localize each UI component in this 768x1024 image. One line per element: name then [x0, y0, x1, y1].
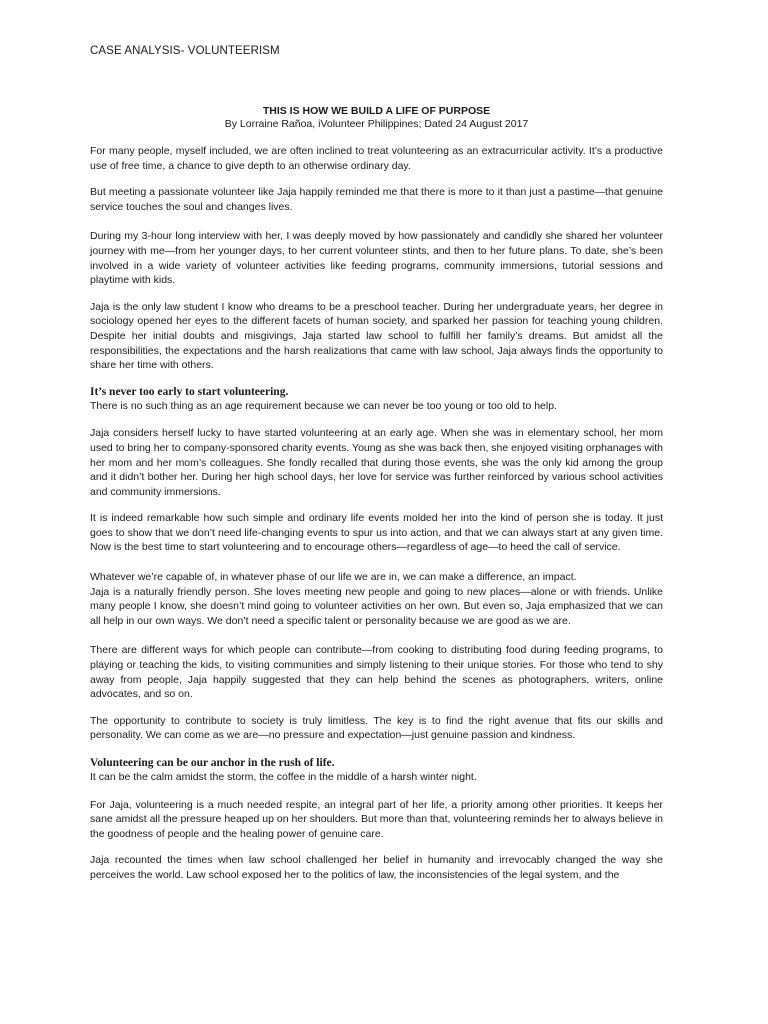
article-byline: By Lorraine Rañoa, iVolunteer Philippines; Dated 24 August 2017	[224, 118, 529, 130]
paragraph: There is no such thing as an age requirement because we can never be too young or too old to help.	[90, 399, 557, 412]
paragraph: Jaja is a naturally friendly person. She loves meeting new people and going to new places—alone or with friends. Unlike many people I know, she doesn’t mind going to volunteer activities on her own. But even so, Jaja emphasized that we can all help in our own ways. We don’t need a specific talent or personality because we are good as we are.	[90, 585, 663, 627]
document-page	[90, 44, 663, 895]
section-heading: It’s never too early to start volunteering.	[90, 385, 289, 398]
paragraph: Whatever we’re capable of, in whatever phase of our life we are in, we can make a difference, an impact.	[90, 571, 577, 584]
section-heading: Volunteering can be our anchor in the rush of life.	[90, 757, 335, 769]
article-title: THIS IS HOW WE BUILD A LIFE OF PURPOSE	[262, 105, 491, 117]
paragraph: It can be the calm amidst the storm, the coffee in the middle of a harsh winter night.	[90, 771, 477, 783]
paragraph: Jaja is the only law student I know who dreams to be a preschool teacher. During her undergraduate years, her degree in sociology opened her eyes to the different facets of human society, and sparked her passion for teaching young children. Despite her initial doubts and misgivings, Jaja started law school to fulfill her family’s dreams. But amidst all the responsibilities, the expectations and the harsh realizations that came with law school, Jaja always finds the opportunity to share her time with others.	[90, 300, 663, 372]
paragraph: It is indeed remarkable how such simple and ordinary life events molded her into the kind of person she is today. It just goes to show that we don’t need life-changing events to spur us into action, and that we can always start at any given time. Now is the best time to start volunteering and to encourage others—regardless of age—to heed the call of service.	[90, 512, 663, 554]
document-header: CASE ANALYSIS- VOLUNTEERISM	[90, 45, 280, 57]
paragraph: For Jaja, volunteering is a much needed respite, an integral part of her life, a priority among other priorities. It keeps her sane amidst all the pressure heaped up on her shoulders. But more than that, volunteering reminds her to always believe in the goodness of people and the healing power of genuine care.	[90, 798, 663, 840]
paragraph: The opportunity to contribute to society is truly limitless. The key is to find the right avenue that fits our skills and personality. We can come as we are—no pressure and expectation—just genuine passion and kindness.	[90, 714, 663, 742]
paragraph: For many people, myself included, we are often inclined to treat volunteering as an extracurricular activity. It’s a productive use of free time, a chance to give depth to an otherwise ordinary day.	[90, 145, 663, 172]
paragraph: There are different ways for which people can contribute—from cooking to distributing food during feeding programs, to playing or teaching the kids, to visiting communities and simply listening to their unique stories. For those who tend to shy away from people, Jaja happily suggested that they can help behind the scenes as photographers, writers, online advocates, and so on.	[90, 644, 663, 701]
paragraph: Jaja considers herself lucky to have started volunteering at an early age. When she was in elementary school, her mom used to bring her to company-sponsored charity events. Young as she was back then, she enjoyed visiting orphanages with her mom and her mom’s colleagues. She fondly recalled that during those events, she was the only kid among the group and it didn’t bother her. During her high school days, her love for service was further reinforced by various school activities and community immersions.	[90, 427, 663, 498]
paragraph: During my 3-hour long interview with her, I was deeply moved by how passionately and candidly she shared her volunteer journey with me—from her younger days, to her current volunteer stints, and then to her future plans. To date, she’s been involved in a wide variety of volunteer activities like feeding programs, community immersions, tutorial sessions and playtime with kids.	[90, 230, 663, 287]
paragraph: Jaja recounted the times when law school challenged her belief in humanity and irrevocably changed the way she perceives the world. Law school exposed her to the politics of law, the inconsistencies of the legal system, and the	[90, 854, 663, 881]
paragraph: But meeting a passionate volunteer like Jaja happily reminded me that there is more to it than just a pastime—that genuine service touches the soul and changes lives.	[90, 186, 663, 213]
